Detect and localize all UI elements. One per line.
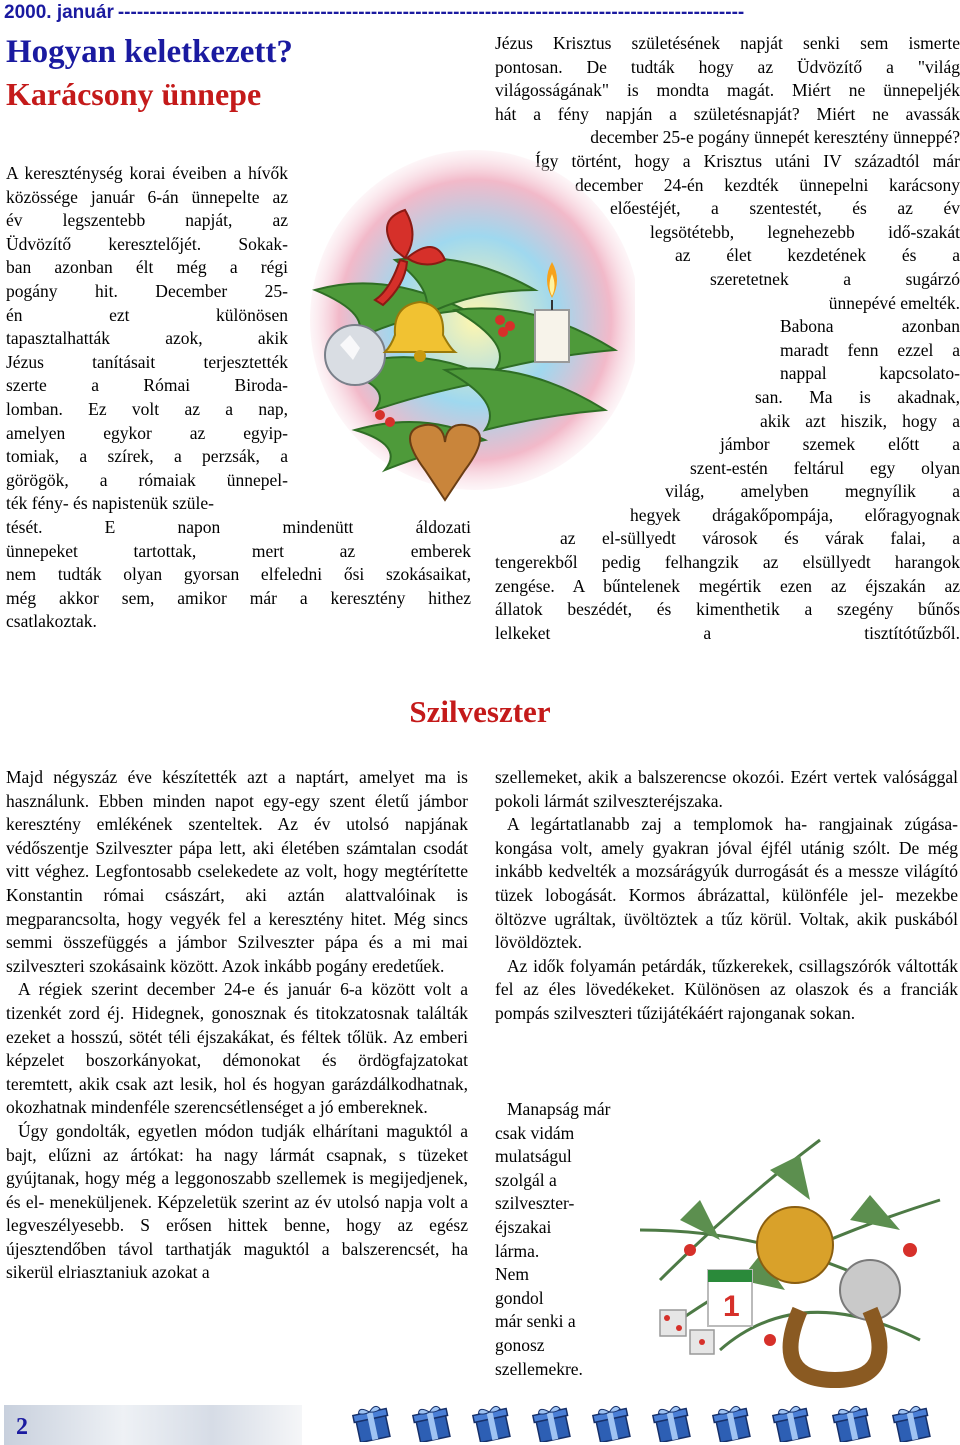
text-line: állatok beszédét, és kimenthetik a szegény bűnős — [495, 599, 960, 620]
page-number: 2 — [16, 1414, 28, 1440]
text-line: előestéjét, a szentestét, és az év — [610, 198, 960, 219]
text-line: mulatságul — [495, 1146, 572, 1167]
page-header — [4, 2, 956, 28]
text-line: világosságának" is mondta magát. Miért ne ünnepeljék — [495, 80, 960, 101]
text-line: Nem — [495, 1264, 530, 1285]
gift-box-icon — [832, 1404, 872, 1442]
text-line: tengerekből pedig felhangzik az elsüllyedt harangok — [495, 552, 960, 573]
text-line: szerte a Római Biroda- — [6, 375, 288, 396]
paragraph: Majd négyszáz éve készítették azt a naptárt, amelyet ma is használunk. Ebben minden napot egy-egy szent életű jámbor keresztény emlékének szenteltek. Az év utolsó napjának védőszentje Szilveszter pápa lett, aki életében számtalan csodát vitt véghez. Legfontosabb cselekedete az volt, hogy megtérítette Konstantin római császárt, aki aztán alattvalóinak is megparancsolta, hogy vegyék fel a keresztény hitet. Még sincs semmi összefüggés a jámbor Szilveszter pápa és a mi mai szilveszteri szokásaink között. Azok inkább pogány eredetűek. — [6, 767, 468, 976]
text-line: ünnepévé emelték. — [828, 292, 960, 313]
text-line: szent-estén feltárul egy olyan — [690, 457, 960, 478]
text-line: lárma. — [495, 1240, 540, 1261]
text-line: Jézus Krisztus születésének napját senki sem ismerte — [495, 33, 960, 53]
gift-box-icon — [892, 1404, 932, 1442]
gift-box-icon — [412, 1404, 452, 1442]
text-line: akik azt hiszik, hogy a — [760, 410, 960, 431]
text-line: A kereszténység korai éveiben a hívők — [6, 163, 288, 183]
page-number-box — [4, 1405, 302, 1445]
text-line: szilveszter- — [495, 1193, 575, 1214]
text-line: zengése. A bűntelenek megértik ezen az éjszakán az — [495, 575, 960, 596]
text-line: lelkeket a tisztítótűzből. — [495, 622, 960, 643]
text-line: gonosz — [495, 1334, 545, 1355]
svg-text:1: 1 — [723, 1290, 740, 1323]
gift-box-icon — [652, 1404, 692, 1442]
text-line: Üdvözítő keresztelőjét. Sokak- — [6, 233, 288, 254]
candle-wreath-illustration — [295, 140, 635, 560]
text-line: világ, amelyben megnyílik a — [665, 481, 960, 502]
text-line: szellemekre. — [495, 1358, 583, 1379]
gift-box-icon — [592, 1404, 632, 1442]
text-line: tését. E napon mindenütt áldozati — [6, 516, 471, 537]
text-line: év legszentebb napját, az — [6, 210, 288, 231]
text-line: ték fény- és napistenük szüle- — [6, 493, 214, 514]
paragraph: A régiek szerint december 24-e és január 6-a között volt a tizenkét zord éj. Hidegnek, gonosznak és titokzatosnak találták ezeket a hosszú, sötét téli éjszakákat, és féltek tőlük. Az emberi képzelet boszorkányokat, démonokat és ördögfajzatokat teremtett, akik csak azt lesik, hol és hogyan garázdálkodhatnak, okozhatnak mindenféle szerencsétlenséget a jó embereknek. — [6, 979, 468, 1118]
gift-box-icon — [532, 1404, 572, 1442]
text-line: pontosan. De tudták hogy az Üdvözítő a "világ — [495, 56, 960, 77]
text-line: Manapság már — [507, 1099, 611, 1119]
article-title-line2: Karácsony ünnepe — [6, 76, 262, 112]
text-line: maradt fenn ezzel a — [780, 339, 960, 360]
text-line: szeretetnek a sugárzó — [710, 268, 960, 289]
text-line: jámbor szemek előtt a — [720, 434, 960, 455]
gift-box-icon — [352, 1404, 392, 1442]
text-line: nem tudták olyan gyorsan elfeledni ősi szokásaikat, — [6, 564, 471, 585]
text-line: közössége január 6-án ünnepelte az — [6, 186, 288, 207]
text-line: tapasztalhatták azok, akik — [6, 328, 288, 349]
article2-right-column — [495, 766, 958, 1026]
text-line: Babona azonban — [780, 316, 960, 337]
text-line: én ezt különösen — [6, 304, 288, 325]
text-line: ban azonban élt még a régi — [6, 257, 288, 278]
gift-box-icon — [772, 1404, 812, 1442]
text-line: pogány hit. December 25- — [6, 280, 288, 301]
new-year-illustration — [620, 1080, 960, 1400]
paragraph: A legártatlanabb zaj a templomok ha- rangjainak zúgása-kongása volt, amely gyakran jóval éjfél utánig szólt. De még inkább kedvelték a mozsárágyúk durrogását és a messze világító tüzek lobogását. Kormos ábrázattal, különféle jel- mezekbe öltözve ugráltak, üvöltöztek a tűz körül. Voltak, akik puskából lövöldöztek. — [495, 814, 958, 953]
text-line: lomban. Ez volt az a nap, — [6, 398, 288, 419]
article2-left-column — [6, 766, 468, 1285]
gift-icon-row — [350, 1402, 960, 1442]
text-line: hát a fény napján a születésnapját? Miért ne avassák — [495, 103, 960, 124]
text-line: amelyen egykor az egyip- — [6, 422, 288, 443]
text-line: nappal kapcsolato- — [780, 363, 960, 384]
paragraph: Úgy gondolták, egyetlen módon tudják elhárítani maguktól a bajt, elűzni az ártókat: ha nagy lármát csapnak, s tüzeket gyújtanak, hogy még a leggonoszabb szellemek is megijedjenek, és el- meneküljenek. Képzeletük szerint az év utolsó napja volt a legveszélyesebb. S erősen hittek benne, hogy az egész újesztendőben távol tarthatják maguktól a balszerencsét, ha sikerül elriasztaniuk azokat a — [6, 1120, 468, 1283]
header-dashes: --------------------------------------------------------------------------------------------------- — [117, 2, 745, 23]
text-line: görögök, a rómaiak ünnepel- — [6, 469, 288, 490]
text-line: éjszakai — [495, 1216, 552, 1237]
text-line: december 24-én kezdték ünnepelni karácsony — [575, 174, 960, 195]
gift-box-icon — [472, 1404, 512, 1442]
text-line: Jézus tanításait terjesztették — [6, 351, 288, 372]
text-line: szolgál a — [495, 1169, 557, 1190]
article-title-line1: Hogyan keletkezett? — [6, 34, 293, 70]
text-line: ünnepeket tartottak, mert az emberek — [6, 540, 471, 561]
paragraph: szellemeket, akik a balszerencse okozói. Ezért vertek valósággal pokoli lármát szilveszteréjszaka. — [495, 767, 958, 811]
article2-right-narrow-column — [495, 1098, 635, 1381]
text-line: az el-süllyedt városok és várak falai, a — [560, 528, 960, 549]
text-line: csak vidám — [495, 1122, 575, 1143]
issue-date: 2000. január — [4, 2, 114, 23]
text-line: még akkor sem, amikor már a keresztény hithez — [6, 587, 471, 608]
text-line: legsötétebb, legnehezebb idő-szakát — [650, 221, 960, 242]
text-line: san. Ma is akadnak, — [755, 386, 960, 407]
article2-title: Szilveszter — [409, 694, 551, 729]
gift-box-icon — [712, 1404, 752, 1442]
page-footer — [0, 1402, 960, 1445]
text-line: már senki a — [495, 1311, 576, 1332]
left-narrow-text — [6, 162, 288, 516]
text-line: tomiak, a szírek, a perzsák, a — [6, 446, 288, 467]
text-line: gondol — [495, 1287, 544, 1308]
text-line: hegyek drágakőpompája, előragyognak — [630, 504, 960, 525]
text-line: Így történt, hogy a Krisztus utáni IV századtól már — [535, 150, 960, 171]
paragraph: Az idők folyamán petárdák, tűzkerekek, csillagszórók váltották fel az éles lövedékeket. Különösen az olaszok és a franciák pompás szilveszteri tűzijátékáért rajonganak sokan. — [495, 955, 958, 1023]
text-line: az élet kezdetének és a — [675, 245, 960, 266]
text-line: december 25-e pogány ünnepét keresztény ünneppé? — [590, 127, 960, 148]
text-line: csatlakoztak. — [6, 611, 97, 632]
